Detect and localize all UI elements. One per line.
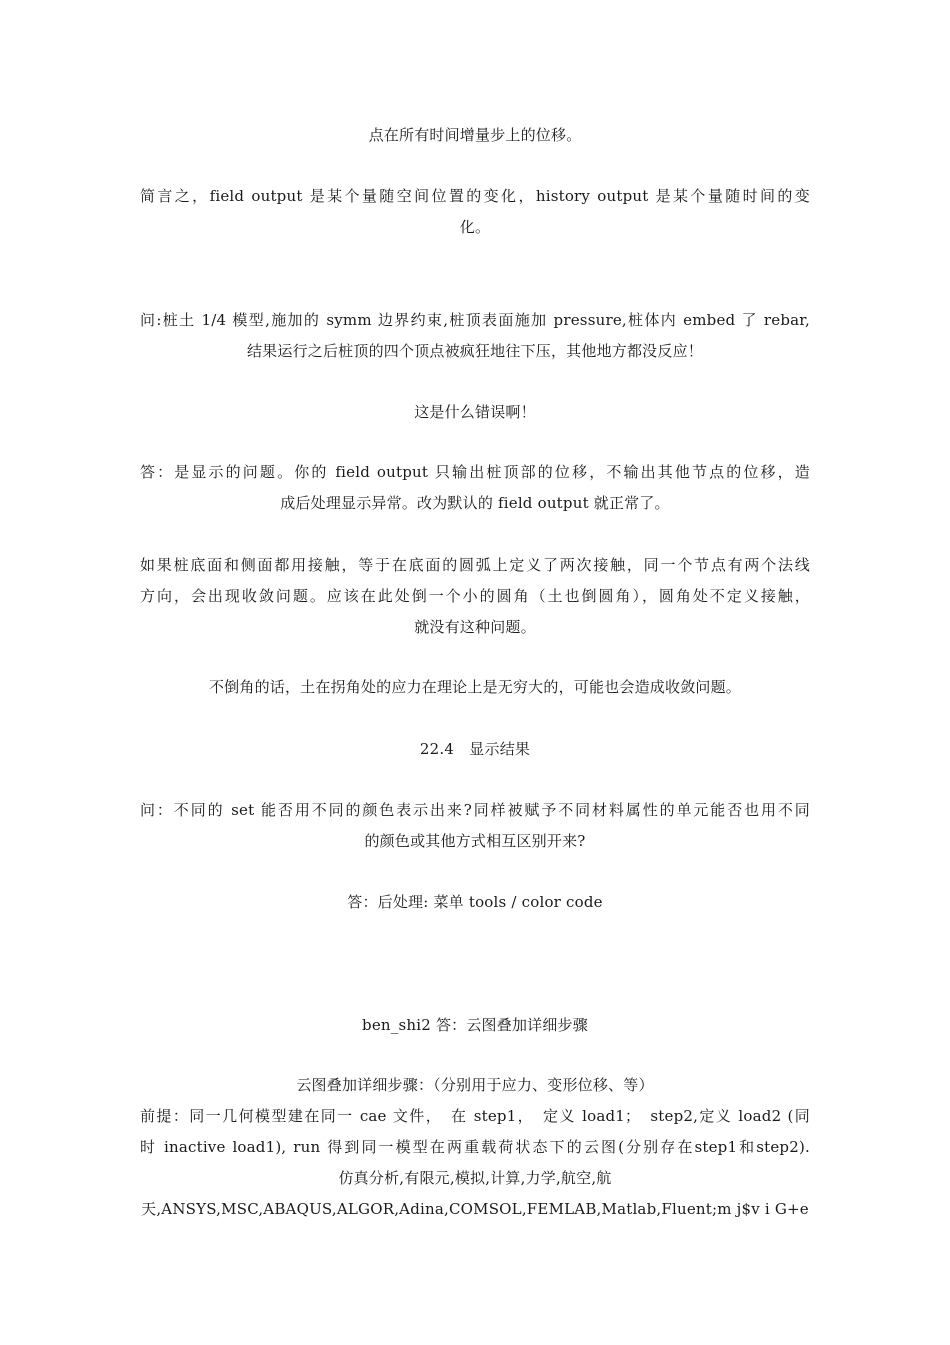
text-line: 化。 (459, 218, 491, 236)
text-line: 不倒角的话，土在拐角处的应力在理论上是无穷大的，可能也会造成收敛问题。 (208, 678, 741, 696)
text-line: 前提：同一几何模型建在同一 cae 文件， 在 step1， 定义 load1； step2,定义 load2 (同 (140, 1107, 810, 1125)
text-line: 这是什么错误啊！ (414, 403, 536, 421)
text-line: ben_shi2 答：云图叠加详细步骤 (362, 1016, 588, 1034)
text-line: 方向，会出现收敛问题。应该在此处倒一个小的圆角（土也倒圆角），圆角处不定义接触， (140, 587, 810, 605)
text-line: 云图叠加详细步骤：（分别用于应力、变形位移、等） (296, 1076, 654, 1094)
section-heading: 22.4 显示结果 (419, 740, 531, 758)
text-line: 如果桩底面和侧面都用接触，等于在底面的圆弧上定义了两次接触，同一个节点有两个法线 (140, 556, 810, 574)
text-line: 的颜色或其他方式相互区别开来? (364, 832, 586, 850)
text-line: 问：不同的 set 能否用不同的颜色表示出来?同样被赋予不同材料属性的单元能否也用不同 (140, 801, 810, 819)
text-line: 点在所有时间增量步上的位移。 (368, 126, 582, 144)
text-line: 天,ANSYS,MSC,ABAQUS,ALGOR,Adina,COMSOL,FEMLAB,Matlab,Fluent;m j$v i G+e (141, 1200, 809, 1218)
text-line: 问:桩土 1/4 模型,施加的 symm 边界约束,桩顶表面施加 pressure,桩体内 embed 了 rebar, (140, 311, 810, 329)
text-line: 时 inactive load1), run 得到同一模型在两重载荷状态下的云图(分别存在step1和step2). (140, 1138, 810, 1156)
text-line: 答：是显示的问题。你的 field output 只输出桩顶部的位移，不输出其他节点的位移，造 (140, 463, 810, 481)
text-line: 仿真分析,有限元,模拟,计算,力学,航空,航 (338, 1169, 612, 1187)
text-line: 成后处理显示异常。改为默认的 field output 就正常了。 (280, 494, 670, 512)
text-line: 答：后处理: 菜单 tools / color code (347, 893, 603, 911)
text-line: 简言之，field output 是某个量随空间位置的变化，history output 是某个量随时间的变 (140, 187, 810, 205)
text-line: 就没有这种问题。 (414, 618, 536, 636)
text-line: 结果运行之后桩顶的四个顶点被疯狂地往下压，其他地方都没反应！ (246, 342, 703, 360)
